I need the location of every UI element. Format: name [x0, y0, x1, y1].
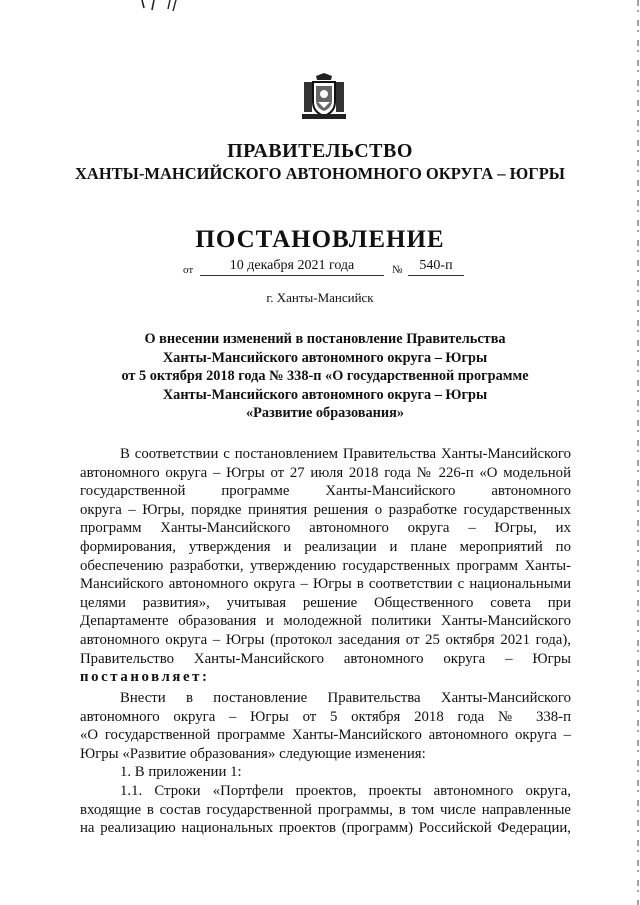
text-line: Югры «Развитие образования» следующие изменения: [80, 745, 426, 762]
subject-line: Ханты-Мансийского автономного округа – Югры [162, 349, 488, 366]
subject-line: от 5 октября 2018 года № 338-п «О государственной программе [121, 368, 529, 384]
resolves-line [80, 668, 571, 687]
text-line: автономного округа – Югры от 27 июля 2018 года № 226-п «О модельной [80, 464, 571, 481]
government-title: ПРАВИТЕЛЬСТВО [227, 140, 413, 162]
subject-line: «Развитие образования» [246, 405, 404, 421]
text-line: целями развития», учитывая решение Общественного совета при [80, 594, 571, 611]
text-line: входящие в состав государственной программы, в том числе направленные [80, 801, 571, 818]
text-line: на реализацию национальных проектов (программ) Российской Федерации, [80, 820, 571, 837]
text-line: автономного округа – Югры от 5 октября 2018 года № 338-п [80, 708, 571, 725]
region-title: ХАНТЫ-МАНСИЙСКОГО АВТОНОМНОГО ОКРУГА – ЮГРЫ [75, 164, 565, 183]
document-type: ПОСТАНОВЛЕНИЕ [195, 226, 445, 253]
number-label: № [392, 264, 403, 276]
from-label: от [183, 264, 194, 276]
subject-line: Ханты-Мансийского автономного округа – Югры [162, 386, 488, 403]
text-line: округа – Югры, порядке принятия решения о разработке государственных [80, 501, 571, 518]
scan-marks [140, 0, 190, 18]
text-line: Внести в постановление Правительства Ханты-Мансийского [120, 690, 571, 706]
subject-line: О внесении изменений в постановление Правительства [144, 331, 506, 347]
text-line: государственной программе Ханты-Мансийского автономного [80, 483, 571, 500]
preamble-paragraph [80, 445, 571, 687]
document-subject [80, 330, 570, 423]
amendment-paragraph [80, 689, 571, 838]
date-number-line [0, 258, 640, 282]
resolves-word: постановляет: [80, 669, 210, 686]
text-line: автономного округа – Югры (протокол заседания от 25 октября 2021 года), [80, 631, 571, 648]
text-line: программ Ханты-Мансийского автономного округа – Югры, их [80, 520, 571, 537]
coat-of-arms-emblem [298, 72, 350, 122]
item-1: 1. В приложении 1: [120, 764, 242, 781]
text-line: «О государственной программе Ханты-Мансийского автономного округа – [80, 727, 571, 744]
document-date: 10 декабря 2021 года [200, 258, 384, 276]
text-line: Мансийского автономного округа – Югры в соответствии с национальными [80, 576, 571, 593]
text-line: Правительство Ханты-Мансийского автономного округа – Югры [80, 650, 571, 667]
text-line: В соответствии с постановлением Правительства Ханты-Мансийского [120, 446, 571, 462]
city: г. Ханты-Мансийск [266, 290, 374, 305]
document-number: 540-п [408, 258, 464, 276]
text-line: Департаменте образования и молодежной политики Ханты-Мансийского [80, 613, 571, 630]
text-line: 1.1. Строки «Портфели проектов, проекты автономного округа, [120, 782, 571, 799]
text-line: формирования, утверждения и реализации и плане мероприятий по [80, 538, 571, 555]
text-line: обеспечению разработки, утверждению государственных программ Ханты- [80, 557, 571, 574]
